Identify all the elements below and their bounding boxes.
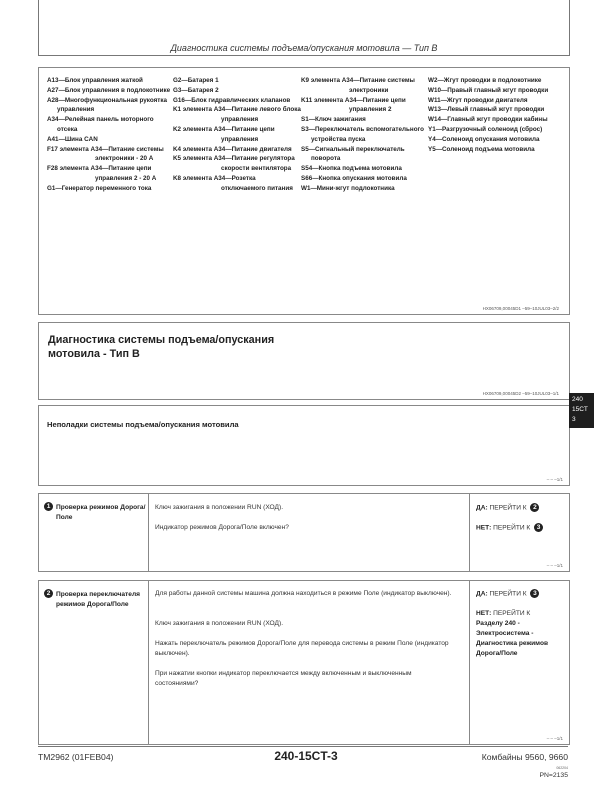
- legend-item-code: A34: [47, 116, 59, 124]
- no-label: НЕТ:: [476, 610, 492, 617]
- step-1-result-cell: [469, 494, 569, 571]
- page-header: [38, 0, 570, 56]
- step-1-no[interactable]: [476, 523, 571, 533]
- yes-label: ДА:: [476, 504, 488, 512]
- legend-item-desc: Питание регулятора скорости вентилятора: [221, 155, 295, 173]
- step-number-icon: 2: [44, 589, 53, 598]
- footer-date-code: 062204: [556, 766, 568, 770]
- step-1: [38, 493, 570, 572]
- legend-item-code: A28: [47, 96, 59, 104]
- legend-item: [301, 125, 429, 145]
- step-2: [38, 580, 570, 745]
- legend-item-desc: Питание цепи управления 2 - 20 A: [95, 165, 157, 182]
- legend-item-code: A13: [47, 77, 59, 84]
- legend-item-code: W14: [428, 116, 441, 124]
- legend-dash: —: [356, 96, 363, 104]
- legend-dash: —: [312, 165, 319, 173]
- footer-page-number: 240-15CT-3: [274, 749, 338, 763]
- legend-item: [47, 115, 172, 135]
- legend-item-code: F17 элемента A34: [47, 145, 103, 153]
- section-reference: HX06709,00045D2 –59–10JUL03–1/1: [482, 391, 559, 396]
- legend-dash: —: [58, 116, 65, 124]
- legend-column-4: [428, 76, 566, 154]
- legend-dash: —: [225, 174, 232, 182]
- legend-item: [428, 145, 566, 155]
- legend-item-code: Y5: [428, 145, 436, 153]
- legend-item-desc: Питание цепи управления 2: [349, 96, 406, 114]
- legend-item: [47, 135, 172, 145]
- legend-column-3: [301, 76, 429, 194]
- legend-item: [173, 154, 301, 174]
- legend-box: [38, 67, 570, 315]
- legend-dash: —: [184, 96, 192, 104]
- legend-item-code: S3: [301, 125, 309, 133]
- no-goto-section-link[interactable]: Разделу 240 - Электросистема - Диагностика режимов Дорога/Поле: [476, 620, 549, 657]
- legend-dash: —: [181, 77, 188, 84]
- legend-item-desc: Соленоид подъема мотовила: [442, 145, 535, 153]
- legend-item: [173, 174, 301, 194]
- legend-item: [428, 86, 566, 96]
- step-ref-icon: 3: [530, 589, 539, 598]
- legend-item: [428, 76, 566, 86]
- step-2-name: Проверка переключателя режимов Дорога/Поле: [56, 591, 140, 608]
- legend-item-code: G2: [173, 77, 182, 84]
- legend-item-code: W10: [428, 86, 441, 94]
- step-1-para-1: Ключ зажигания в положении RUN (ХОД).: [155, 504, 284, 511]
- step-2-para-2: Ключ зажигания в положении RUN (ХОД).: [155, 620, 284, 627]
- section-side-tab: [569, 393, 594, 428]
- footer-manual-id: TM2962 (01FEB04): [38, 752, 114, 762]
- legend-dash: —: [58, 135, 65, 143]
- trouble-page: – – –1/1: [546, 477, 563, 482]
- legend-item: [47, 184, 172, 194]
- legend-item-desc: Жгут проводки двигателя: [446, 96, 528, 104]
- legend-item-desc: Питание левого блока управления: [221, 106, 301, 124]
- legend-item-code: A41: [47, 135, 59, 143]
- footer-pn: PN=2135: [539, 772, 568, 779]
- legend-item-code: Y1: [428, 125, 436, 133]
- no-goto-text: ПЕРЕЙТИ К: [493, 610, 531, 617]
- legend-item: [428, 125, 566, 135]
- legend-item-code: K1 элемента A34: [173, 106, 226, 114]
- legend-item: [173, 105, 301, 125]
- legend-item-desc: Многофункциональная рукоятка управления: [57, 96, 168, 114]
- legend-item: [428, 135, 566, 145]
- legend-dash: —: [435, 135, 442, 143]
- legend-dash: —: [310, 184, 317, 192]
- yes-goto-text: ПЕРЕЙТИ К: [489, 504, 527, 512]
- trouble-box: [38, 405, 570, 486]
- header-title: Диагностика системы подъема/опускания мотовила — Тип B: [170, 43, 438, 53]
- legend-item: [428, 96, 566, 106]
- step-1-para-2: Индикатор режимов Дорога/Поле включен?: [155, 524, 289, 531]
- legend-item: [173, 125, 301, 145]
- yes-label: ДА:: [476, 590, 488, 598]
- legend-item-desc: Релейная панель моторного отсека: [57, 116, 154, 133]
- legend-item-desc: Розетка отключаемого питания: [221, 174, 293, 192]
- legend-item: [47, 86, 172, 96]
- legend-item-code: W13: [428, 106, 441, 114]
- legend-item-desc: Блок управления в подлокотнике: [64, 86, 171, 94]
- legend-item-desc: Правый главный жгут проводки: [447, 86, 549, 94]
- legend-item-code: K8 элемента A34: [173, 174, 226, 182]
- legend-dash: —: [181, 86, 188, 94]
- legend-item-code: G3: [173, 86, 182, 94]
- legend-item-desc: Сигнальный переключатель поворота: [311, 145, 405, 163]
- legend-item-desc: Питание системы электроники - 20 A: [95, 145, 164, 163]
- legend-item: [301, 96, 429, 116]
- yes-goto-text: ПЕРЕЙТИ К: [489, 590, 527, 598]
- legend-item: [301, 164, 429, 174]
- legend-item: [301, 174, 429, 184]
- legend-dash: —: [225, 145, 232, 153]
- legend-item-code: S5: [301, 145, 309, 153]
- side-tab-line-3: 3: [572, 416, 576, 423]
- step-2-name-cell: [39, 581, 149, 744]
- legend-item-desc: Питание двигателя: [231, 145, 292, 153]
- legend-item-code: S1: [301, 116, 309, 124]
- legend-dash: —: [102, 145, 109, 153]
- legend-item-code: S54: [301, 165, 313, 173]
- legend-item: [47, 96, 172, 116]
- legend-dash: —: [435, 145, 442, 153]
- legend-item: [173, 86, 301, 96]
- legend-item-code: K2 элемента A34: [173, 125, 226, 133]
- legend-dash: —: [353, 77, 360, 84]
- legend-dash: —: [308, 116, 315, 124]
- step-2-yes[interactable]: [476, 589, 571, 599]
- legend-dash: —: [55, 184, 62, 192]
- step-ref-icon: 3: [534, 523, 543, 532]
- step-1-page: – – –1/1: [546, 563, 563, 568]
- legend-item: [47, 76, 172, 86]
- step-ref-icon: 2: [530, 503, 539, 512]
- legend-item-desc: Ключ зажигания: [315, 116, 366, 124]
- step-2-no[interactable]: [476, 609, 571, 659]
- legend-item-desc: Питание цепи управления: [221, 125, 275, 143]
- legend-item-desc: Батарея 2: [187, 86, 219, 94]
- legend-dash: —: [440, 86, 448, 94]
- legend-item-desc: Кнопка опускания мотовила: [318, 174, 407, 182]
- legend-item-desc: Блок гидравлических клапанов: [191, 96, 291, 104]
- legend-item: [47, 145, 172, 165]
- legend-item: [173, 76, 301, 86]
- legend-dash: —: [437, 77, 444, 84]
- legend-item: [301, 76, 429, 96]
- legend-dash: —: [440, 116, 448, 124]
- legend-dash: —: [435, 125, 442, 133]
- legend-item-desc: Шина CAN: [64, 135, 98, 143]
- legend-dash: —: [308, 145, 315, 153]
- legend-item-desc: Блок управления жаткой: [64, 77, 143, 84]
- legend-dash: —: [58, 96, 65, 104]
- legend-item: [47, 164, 172, 184]
- legend-item: [301, 115, 429, 125]
- step-number-icon: 1: [44, 502, 53, 511]
- legend-reference: HX06709,00045D1 –59–10JUL03–2/2: [482, 306, 559, 311]
- legend-dash: —: [440, 96, 447, 104]
- side-tab-line-2: 15CT: [572, 406, 588, 413]
- legend-item-desc: Соленоид опускания мотовила: [442, 135, 540, 143]
- legend-item-code: G1: [47, 184, 56, 192]
- legend-item-code: W11: [428, 96, 441, 104]
- legend-item: [428, 115, 566, 125]
- legend-item-code: W1: [301, 184, 311, 192]
- legend-item: [301, 184, 429, 194]
- legend-dash: —: [225, 106, 232, 114]
- legend-dash: —: [58, 77, 65, 84]
- legend-item-code: K5 элемента A34: [173, 155, 226, 163]
- no-label: НЕТ:: [476, 524, 492, 532]
- legend-column-2: [173, 76, 301, 194]
- step-2-page: – – –1/1: [546, 736, 563, 741]
- legend-item-code: S66: [301, 174, 313, 182]
- step-2-result-cell: [469, 581, 569, 744]
- step-2-procedure: [149, 581, 469, 744]
- section-title: Диагностика системы подъема/опускания мотовила - Тип B: [48, 334, 275, 360]
- step-2-para-3: Нажать переключатель режимов Дорога/Поле для перевода системы в режим Поле (индикатор выключен).: [155, 640, 449, 657]
- legend-item-desc: Мини-жгут подлокотника: [316, 184, 395, 192]
- step-1-name: Проверка режимов Дорога/Поле: [56, 504, 146, 521]
- footer-models: Комбайны 9560, 9660: [481, 752, 568, 762]
- legend-item: [301, 145, 429, 165]
- legend-item-desc: Кнопка подъема мотовила: [318, 165, 402, 173]
- legend-item: [173, 96, 301, 106]
- footer-divider: [38, 746, 568, 747]
- side-tab-line-1: 240: [572, 396, 583, 403]
- section-title-box: [38, 322, 570, 400]
- step-2-para-4: При нажатии кнопки индикатор переключается между включенным и выключенным состояниями?: [155, 670, 412, 687]
- legend-item-code: A27: [47, 86, 59, 94]
- step-1-name-cell: [39, 494, 149, 571]
- legend-item-desc: Переключатель вспомогательного устройства пуска: [311, 125, 424, 143]
- legend-dash: —: [225, 155, 232, 163]
- legend-column-1: [47, 76, 172, 194]
- legend-item-code: Y4: [428, 135, 436, 143]
- step-1-procedure: [149, 494, 469, 571]
- step-2-para-1: Для работы данной системы машина должна находиться в режиме Поле (индикатор выключен).: [155, 590, 452, 597]
- legend-dash: —: [58, 86, 65, 94]
- legend-item-code: K4 элемента A34: [173, 145, 226, 153]
- no-goto-text: ПЕРЕЙТИ К: [493, 524, 531, 532]
- legend-dash: —: [308, 125, 315, 133]
- legend-item-code: F28 элемента A34: [47, 165, 103, 173]
- legend-item-code: K11 элемента A34: [301, 96, 357, 104]
- legend-item-code: G16: [173, 96, 185, 104]
- legend-item-desc: Жгут проводки в подлокотнике: [443, 77, 542, 84]
- legend-dash: —: [225, 125, 232, 133]
- legend-item-desc: Разгрузочный соленоид (сброс): [442, 125, 543, 133]
- legend-item: [428, 105, 566, 115]
- legend-item-desc: Левый главный жгут проводки: [447, 106, 545, 114]
- trouble-title: Неполадки системы подъема/опускания мотовила: [47, 420, 239, 429]
- step-1-yes[interactable]: [476, 503, 571, 513]
- legend-dash: —: [102, 165, 109, 173]
- legend-dash: —: [312, 174, 319, 182]
- legend-item-desc: Питание системы электроники: [349, 77, 415, 94]
- legend-item-desc: Главный жгут проводки кабины: [447, 116, 548, 124]
- legend-item-code: W2: [428, 77, 438, 84]
- legend-item-desc: Генератор переменного тока: [61, 184, 152, 192]
- legend-item-desc: Батарея 1: [187, 77, 219, 84]
- legend-item: [173, 145, 301, 155]
- legend-dash: —: [440, 106, 448, 114]
- legend-item-code: K9 элемента A34: [301, 77, 354, 84]
